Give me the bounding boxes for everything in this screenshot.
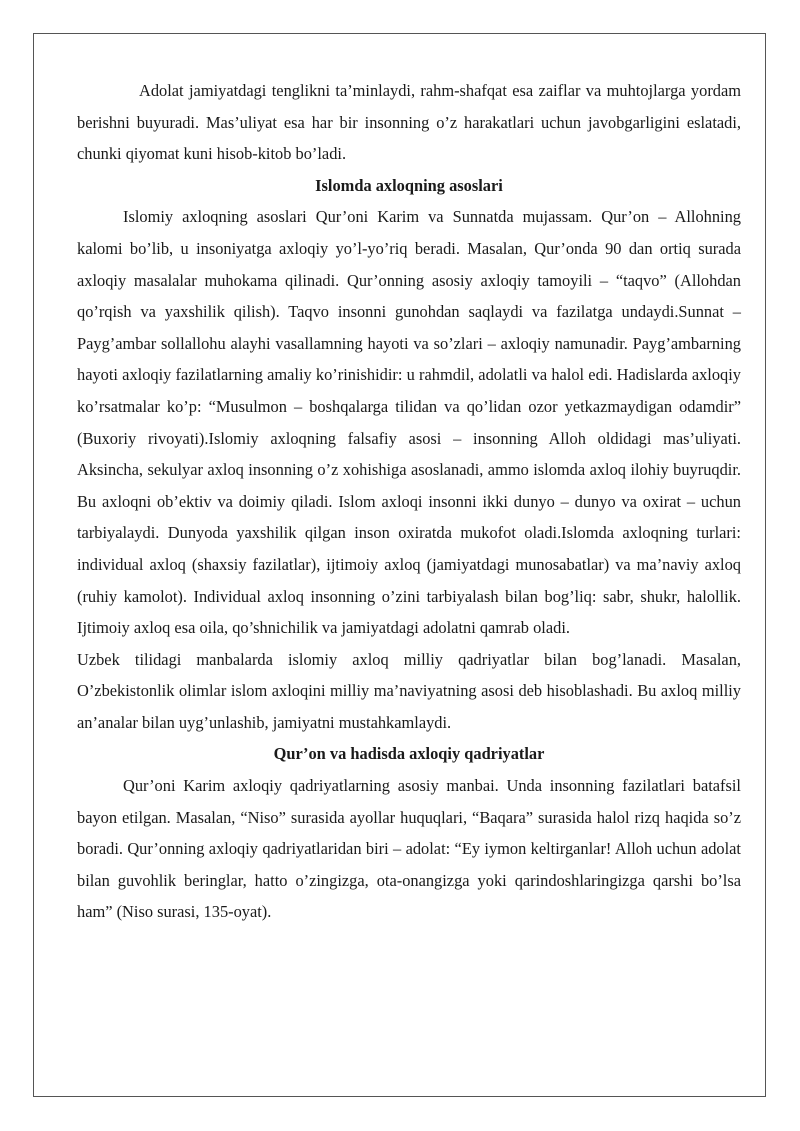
paragraph-intro: Adolat jamiyatdagi tenglikni ta’minlaydi, rahm-shafqat esa zaiflar va muhtojlarga yordam berishni buyuradi. Mas’uliyat esa har bir insonning o’z harakatlari uchun javobgarligini eslatadi, chunki qiyomat kuni hisob-kitob bo’ladi. [77, 81, 741, 164]
paragraph-quran-values: Qur’oni Karim axloqiy qadriyatlarning asosiy manbai. Unda insonning fazilatlari batafsil bayon etilgan. Masalan, “Niso” surasida ayollar huquqlari, “Baqara” surasida halol rizq haqida so’z boradi. Qur’onning axloqiy qadriyatlaridan biri – adolat: “Ey iymon keltirganlar! Alloh uchun adolat bilan guvohlik beringlar, hatto o’zingizga, ota-onangizga yoki qarindoshlaringizga qarshi bo’lsa ham” (Niso surasi, 135-oyat). [77, 776, 741, 922]
document-body [77, 75, 741, 928]
section-heading-foundations: Islomda axloqning asoslari [315, 175, 503, 195]
paragraph-foundations: Islomiy axloqning asoslari Qur’oni Karim va Sunnatda mujassam. Qur’on – Allohning kalomi bo’lib, u insoniyatga axloqiy yo’l-yo’riq beradi. Masalan, Qur’onda 90 dan ortiq surada axloqiy masalalar muhokama qilinadi. Qur’onning asosiy axloqiy tamoyili – “taqvo” (Allohdan qo’rqish va yaxshilik qilish). Taqvo insonni gunohdan saqlaydi va fazilatga undaydi.Sunnat – Payg’ambar sollallohu alayhi vasallamning hayoti va so’zlari – axloqiy namunadir. Payg’ambarning hayoti axloqiy fazilatlarning amaliy ko’rinishidir: u rahmdil, adolatli va halol edi. Hadislarda axloqiy ko’rsatmalar ko’p: “Musulmon – boshqalarga tilidan va qo’lidan ozor yetkazmaydigan odamdir” (Buxoriy rivoyati).Islomiy axloqning falsafiy asosi – insonning Alloh oldidagi mas’uliyati. Aksincha, sekulyar axloq insonning o’z xohishiga asoslanadi, ammo islomda axloq ilohiy buyruqdir. Bu axloqni ob’ektiv va doimiy qiladi. Islom axloqi insonni ikki dunyo – dunyo va oxirat – uchun tarbiyalaydi. Dunyoda yaxshilik qilgan inson oxiratda mukofot oladi.Islomda axloqning turlari: individual axloq (shaxsiy fazilatlar), ijtimoiy axloq (jamiyatdagi munosabatlar) va ma’naviy axloq (ruhiy kamolot). Individual axloq insonning o’zini tarbiyalash bilan bog’liq: sabr, shukr, halollik. Ijtimoiy axloq esa oila, qo’shnichilik va jamiyatdagi adolatni qamrab oladi. [77, 207, 741, 638]
section-heading-quran-hadith: Qur’on va hadisda axloqiy qadriyatlar [273, 744, 545, 764]
paragraph-uzbek-sources: Uzbek tilidagi manbalarda islomiy axloq milliy qadriyatlar bilan bog’lanadi. Masalan, O’zbekistonlik olimlar islom axloqini milliy ma’naviyatning asosi deb hisoblashadi. Bu axloq milliy an’analar bilan uyg’unlashib, jamiyatni mustahkamlaydi. [77, 649, 741, 732]
